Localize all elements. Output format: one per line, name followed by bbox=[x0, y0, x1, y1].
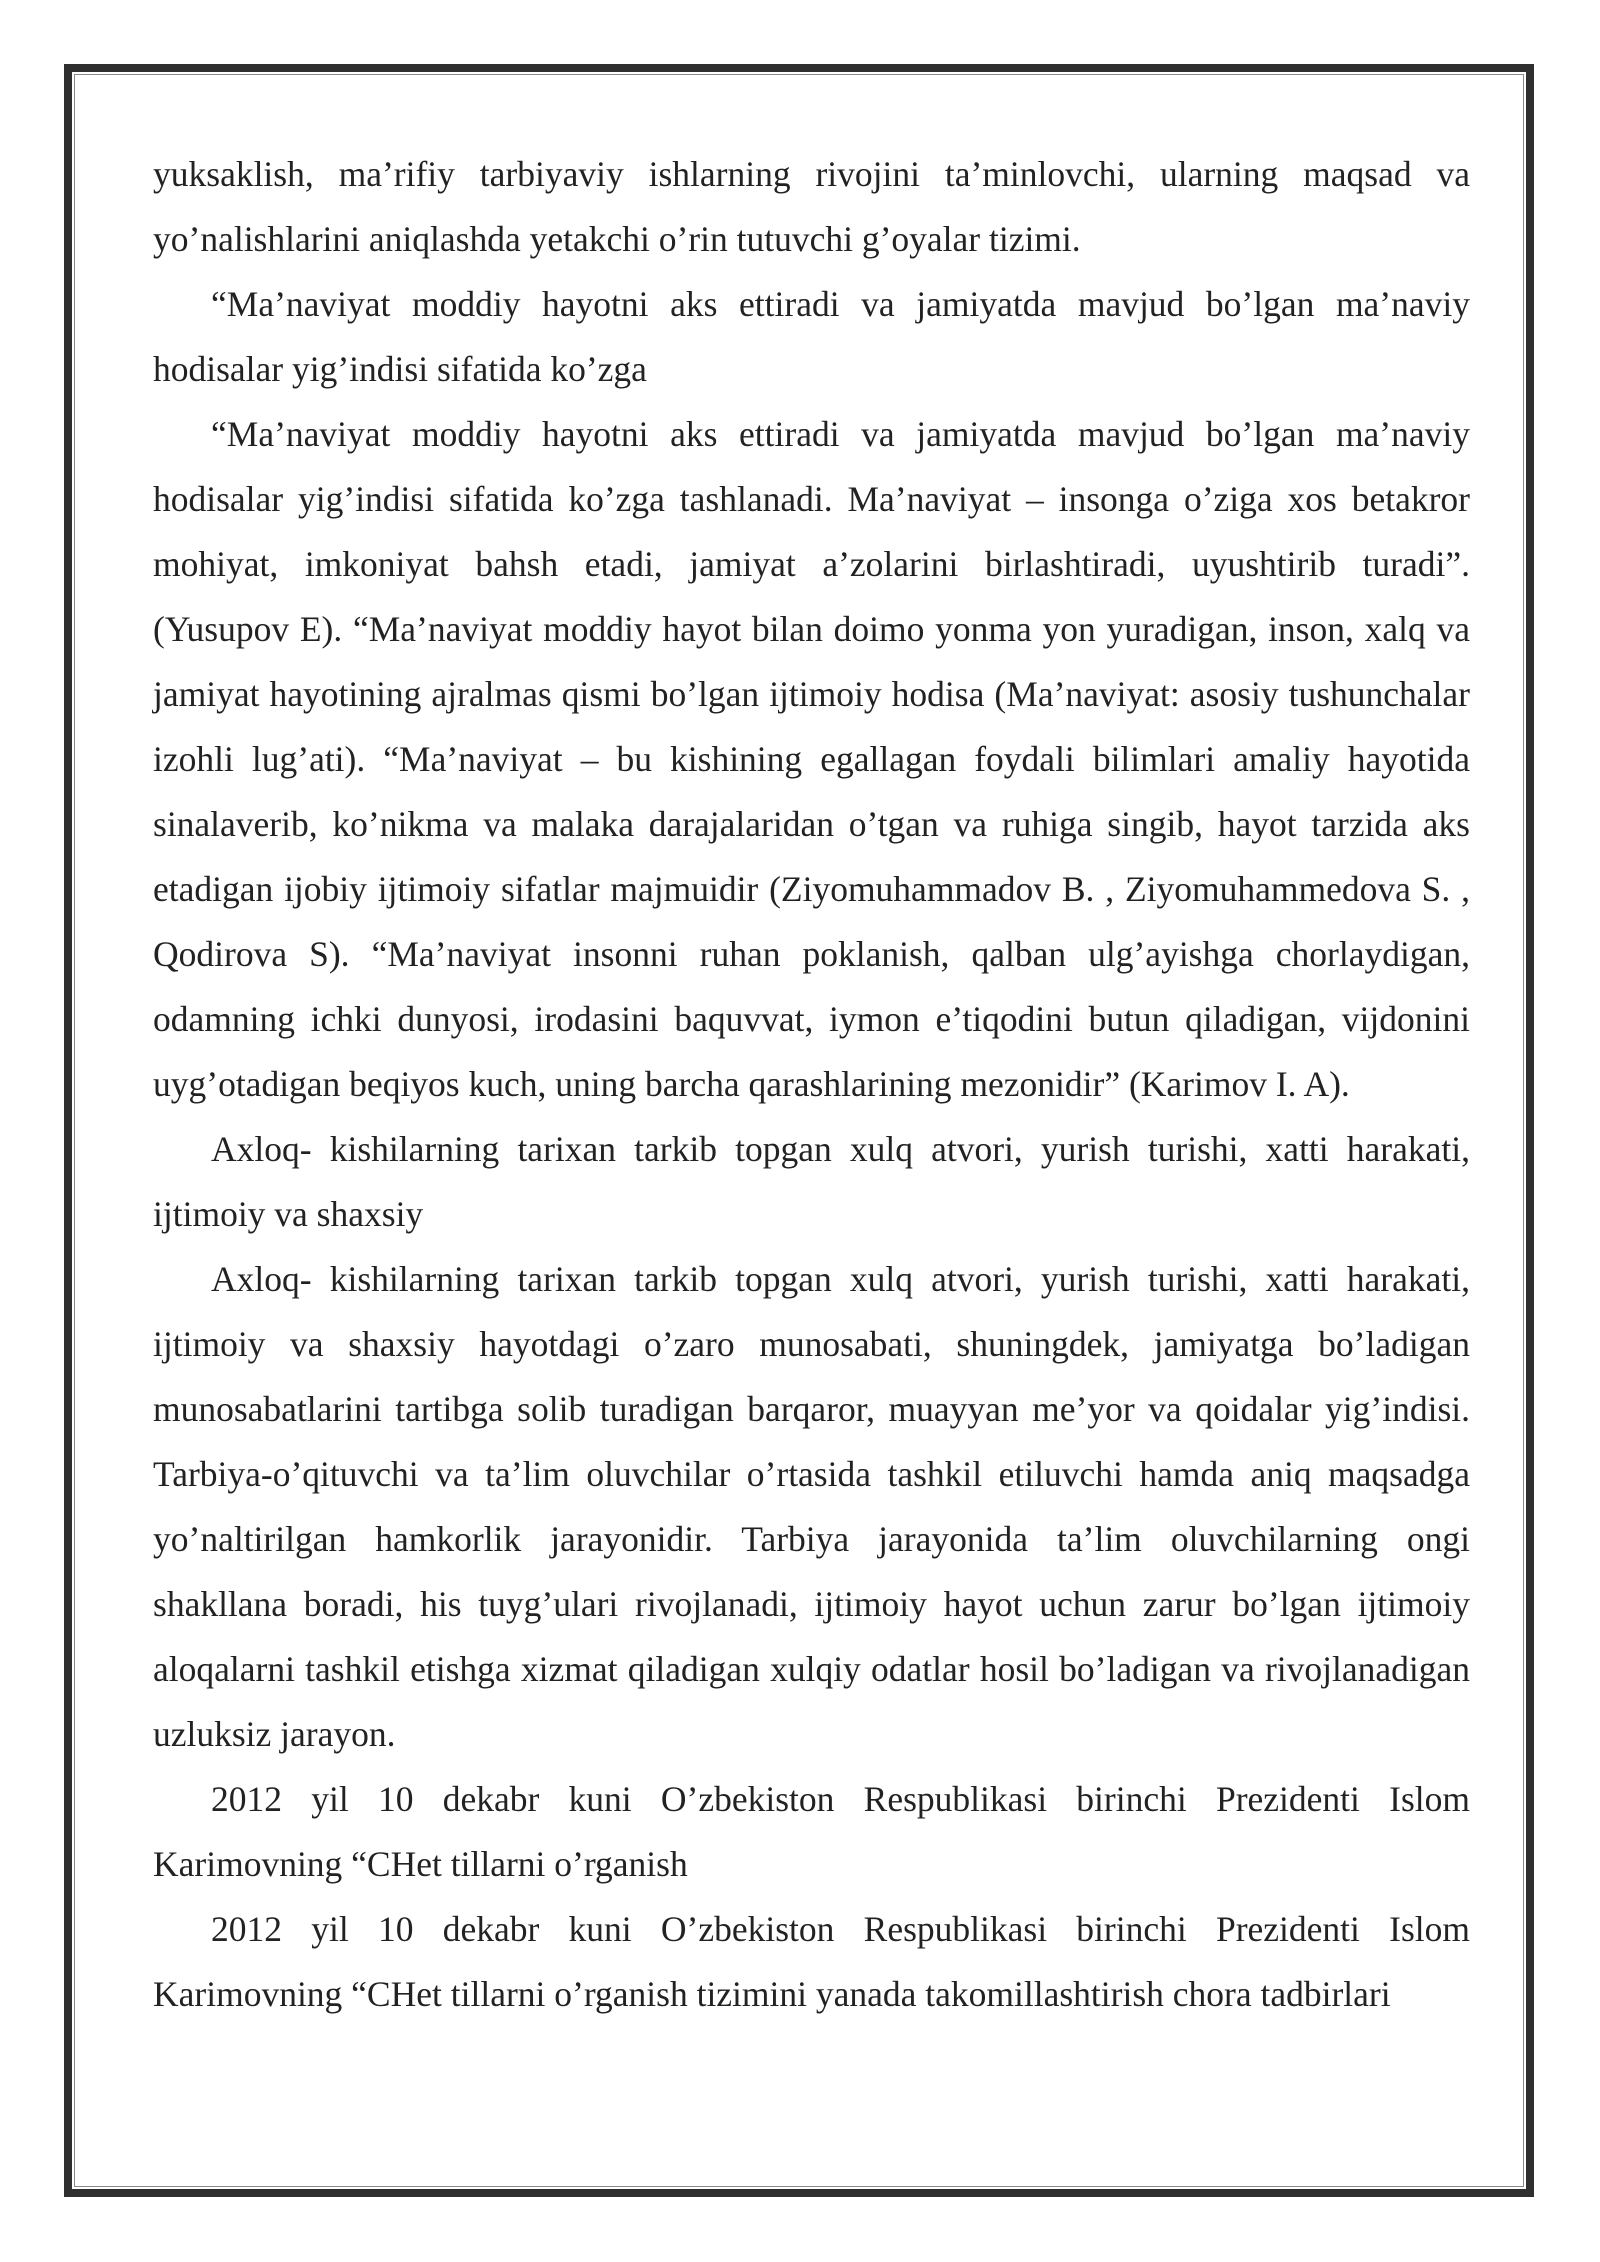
paragraph-continuation: yuksaklish, ma’rifiy tarbiyaviy ishlarning rivojini ta’minlovchi, ularning maqsad va yo’nalishlarini aniqlashda yetakchi o’rin tutuvchi g’oyalar tizimi. bbox=[153, 154, 1470, 259]
paragraph-axloq-tarbiya: Axloq- kishilarning tarixan tarkib topgan xulq atvori, yurish turishi, xatti harakati, ijtimoiy va shaxsiy hayotdagi o’zaro munosabati, shuningdek, jamiyatga bo’ladigan munosabatlarini tartibga solib turadigan barqaror, muayyan me’yor va qoidalar yig’indisi. Tarbiya-o’qituvchi va ta’lim oluvchilar o’rtasida tashkil etiluvchi hamda aniq maqsadga yo’naltirilgan hamkorlik jarayonidir. Tarbiya jarayonida ta’lim oluvchilarning ongi shakllana boradi, his tuyg’ulari rivojlanadi, ijtimoiy hayot uchun zarur bo’lgan ijtimoiy aloqalarni tashkil etishga xizmat qiladigan xulqiy odatlar hosil bo’ladigan va rivojlanadigan uzluksiz jarayon. bbox=[153, 1259, 1470, 1754]
document-body bbox=[153, 142, 1470, 2027]
paragraph-decree-fragment: 2012 yil 10 dekabr kuni O’zbekiston Respublikasi birinchi Prezidenti Islom Karimovning “CHet tillarni o’rganish bbox=[153, 1779, 1470, 1884]
paragraph-manaviyat-definitions: “Ma’naviyat moddiy hayotni aks ettiradi va jamiyatda mavjud bo’lgan ma’naviy hodisalar yig’indisi sifatida ko’zga tashlanadi. Ma’naviyat – insonga o’ziga xos betakror mohiyat, imkoniyat bahsh etadi, jamiyat a’zolarini birlashtiradi, uyushtirib turadi”. (Yusupov E). “Ma’naviyat moddiy hayot bilan doimo yonma yon yuradigan, inson, xalq va jamiyat hayotining ajralmas qismi bo’lgan ijtimoiy hodisa (Ma’naviyat: asosiy tushunchalar izohli lug’ati). “Ma’naviyat – bu kishining egallagan foydali bilimlari amaliy hayotida sinalaverib, ko’nikma va malaka darajalaridan o’tgan va ruhiga singib, hayot tarzida aks etadigan ijobiy ijtimoiy sifatlar majmuidir (Ziyomuhammadov B. , Ziyomuhammedova S. , Qodirova S). “Ma’naviyat insonni ruhan poklanish, qalban ulg’ayishga chorlaydigan, odamning ichki dunyosi, irodasini baquvvat, iymon e’tiqodini butun qiladigan, vijdonini uyg’otadigan beqiyos kuch, uning barcha qarashlarining mezonidir” (Karimov I. A). bbox=[153, 414, 1470, 1104]
paragraph-axloq-fragment: Axloq- kishilarning tarixan tarkib topgan xulq atvori, yurish turishi, xatti harakati, ijtimoiy va shaxsiy bbox=[153, 1129, 1470, 1234]
paragraph-manaviyat-fragment: “Ma’naviyat moddiy hayotni aks ettiradi va jamiyatda mavjud bo’lgan ma’naviy hodisalar yig’indisi sifatida ko’zga bbox=[153, 284, 1470, 389]
paragraph-decree: 2012 yil 10 dekabr kuni O’zbekiston Respublikasi birinchi Prezidenti Islom Karimovning “CHet tillarni o’rganish tizimini yanada takomillashtirish chora tadbirlari bbox=[153, 1909, 1470, 2014]
